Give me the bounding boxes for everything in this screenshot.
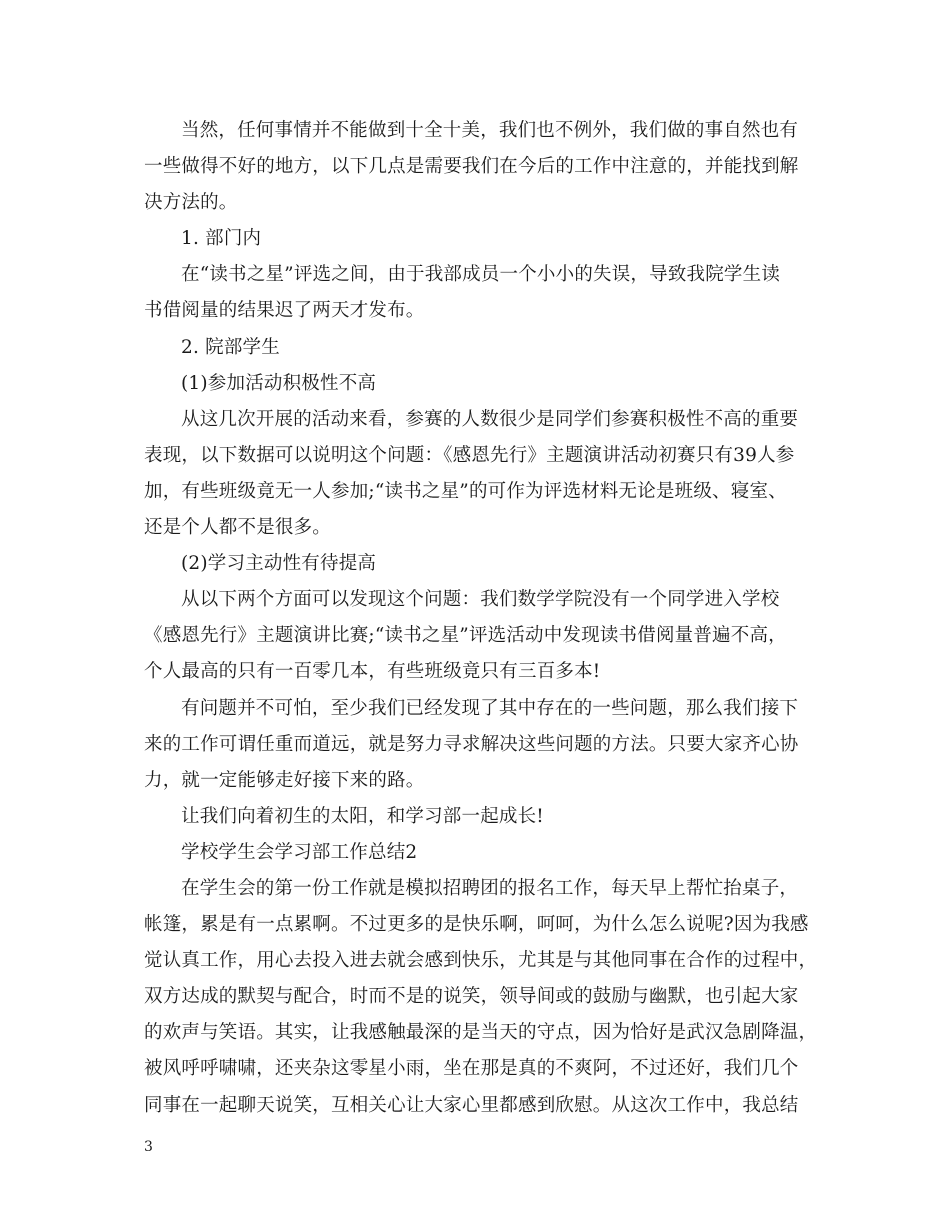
paragraph-line: 双方达成的默契与配合，时而不是的说笑，领导间或的鼓励与幽默，也引起大家 <box>144 986 799 1008</box>
paragraph-line: 《感恩先行》主题演讲比赛;“读书之星”评选活动中发现读书借阅量普遍不高， <box>144 625 787 647</box>
paragraph-line: 来的工作可谓任重而道远，就是努力寻求解决这些问题的方法。只要大家齐心协 <box>144 733 799 755</box>
paragraph-line: 的欢声与笑语。其实，让我感触最深的是当天的守点，因为恰好是武汉急剧降温， <box>144 1022 818 1044</box>
paragraph-line: 表现，以下数据可以说明这个问题：《感恩先行》主题演讲活动初赛只有39人参 <box>144 444 795 466</box>
paragraph-line: 在“读书之星”评选之间，由于我部成员一个小小的失误，导致我院学生读 <box>181 264 781 286</box>
paragraph-line: 被风呼呼啸啸，还夹杂这零星小雨，坐在那是真的不爽阿，不过还好，我们几个 <box>144 1058 799 1080</box>
paragraph-line: 决方法的。 <box>144 192 238 214</box>
paragraph-line: 加，有些班级竟无一人参加;“读书之星”的可作为评选材料无论是班级、寝室、 <box>144 480 787 502</box>
paragraph-line: 一些做得不好的地方，以下几点是需要我们在今后的工作中注意的，并能找到解 <box>144 156 799 178</box>
paragraph-line: 书借阅量的结果迟了两天才发布。 <box>144 300 425 322</box>
subsection-heading: (1)参加活动积极性不高 <box>181 372 377 394</box>
paragraph-line: 在学生会的第一份工作就是模拟招聘团的报名工作，每天早上帮忙抬桌子， <box>181 877 799 899</box>
paragraph-line: 同事在一起聊天说笑，互相关心让大家心里都感到欣慰。从这次工作中，我总结 <box>144 1094 799 1116</box>
paragraph-line: 从以下两个方面可以发现这个问题：我们数学学院没有一个同学进入学校 <box>181 589 780 611</box>
document-title: 学校学生会学习部工作总结2 <box>181 841 418 863</box>
paragraph-line: 还是个人都不是很多。 <box>144 517 332 539</box>
paragraph-line: 有问题并不可怕，至少我们已经发现了其中存在的一些问题，那么我们接下 <box>181 697 799 719</box>
paragraph-line: 觉认真工作，用心去投入进去就会感到快乐，尤其是与其他同事在合作的过程中， <box>144 950 818 972</box>
paragraph-line: 力，就一定能够走好接下来的路。 <box>144 769 425 791</box>
paragraph-line: 个人最高的只有一百零几本，有些班级竟只有三百多本! <box>144 661 601 683</box>
paragraph-line: 帐篷，累是有一点累啊。不过更多的是快乐啊，呵呵，为什么怎么说呢?因为我感 <box>144 914 809 936</box>
section-heading: 1. 部门内 <box>181 228 262 250</box>
page-number: 3 <box>144 1139 153 1155</box>
subsection-heading: (2)学习主动性有待提高 <box>181 553 377 575</box>
paragraph-line: 让我们向着初生的太阳，和学习部一起成长! <box>181 805 544 827</box>
paragraph-line: 从这几次开展的活动来看，参赛的人数很少是同学们参赛积极性不高的重要 <box>181 408 799 430</box>
document-body <box>144 113 818 1124</box>
paragraph-line: 当然，任何事情并不能做到十全十美，我们也不例外，我们做的事自然也有 <box>181 120 799 141</box>
section-heading: 2. 院部学生 <box>181 336 280 358</box>
